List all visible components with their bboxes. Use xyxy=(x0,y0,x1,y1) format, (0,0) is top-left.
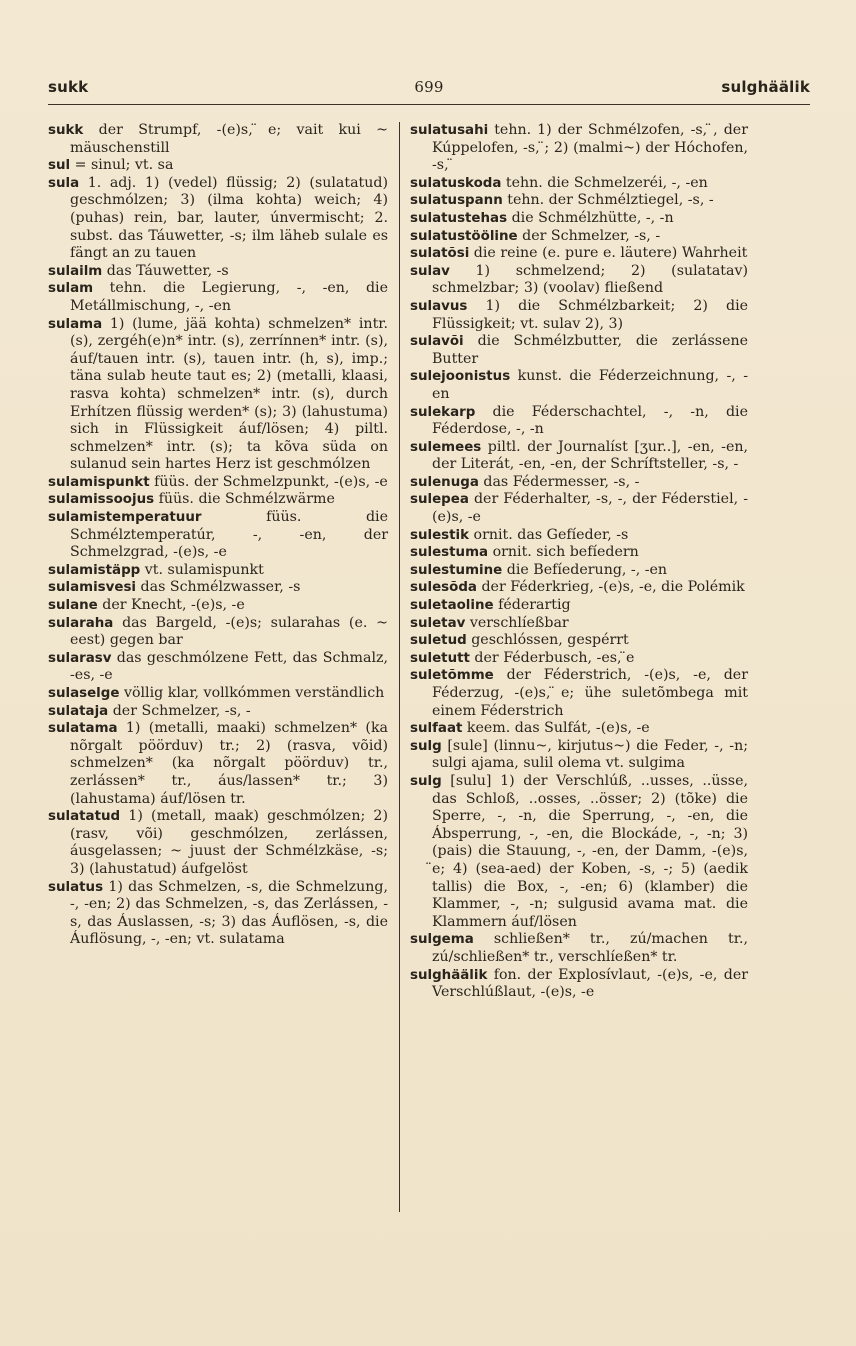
entry-definition: das Fédermesser, -s, - xyxy=(478,473,640,490)
dictionary-entry xyxy=(48,122,388,157)
entry-headword: sulamistemperatuur xyxy=(48,510,202,526)
dictionary-entry xyxy=(48,316,388,474)
entry-headword: sulailm xyxy=(48,263,103,279)
dictionary-entry xyxy=(410,667,748,720)
dictionary-entry xyxy=(410,931,748,966)
entry-definition: féderartig xyxy=(493,597,571,614)
dictionary-entry xyxy=(410,404,748,439)
entry-definition: der Féderbusch, -es, ̈e xyxy=(469,649,635,666)
entry-headword: suletõmme xyxy=(410,668,494,684)
left-column xyxy=(48,122,388,949)
dictionary-entry xyxy=(48,509,388,562)
dictionary-entry xyxy=(410,228,748,246)
entry-definition: die Befíederung, -, -en xyxy=(502,561,668,578)
entry-headword: sulamisvesi xyxy=(48,580,137,596)
dictionary-entry xyxy=(410,210,748,228)
entry-definition: das geschmólzene Fett, das Schmalz, -es, -e xyxy=(70,649,388,684)
entry-definition: tehn. die Legierung, -, -en, die Metállmischung, -, -en xyxy=(70,280,388,314)
entry-headword: suletutt xyxy=(410,650,470,666)
entry-definition: völlig klar, vollkómmen verständlich xyxy=(119,685,385,701)
entry-headword: suletud xyxy=(410,633,467,649)
entry-headword: sulatustööline xyxy=(410,228,518,244)
entry-headword: sulavus xyxy=(410,298,468,314)
entry-definition: tehn. 1) der Schmélzofen, -s, ̈, der Kúppelofen, -s, ̈; 2) (malmi~) der Hóchofen, -s, ̈ xyxy=(432,122,748,174)
entry-headword: sulatuspann xyxy=(410,193,503,209)
entry-definition: kunst. die Féderzeichnung, -, -en xyxy=(432,368,748,402)
entry-definition: verschlíeßbar xyxy=(465,614,569,631)
dictionary-entry xyxy=(48,175,388,263)
dictionary-entry xyxy=(410,368,748,403)
entry-headword: sulav xyxy=(410,263,450,279)
entry-definition: füüs. die Schmélztemperatúr, -, -en, der Schmelzgrad, -(e)s, -e xyxy=(70,509,388,561)
dictionary-entry xyxy=(410,544,748,562)
dictionary-entry xyxy=(410,650,748,668)
dictionary-entry xyxy=(410,527,748,545)
header-left-guideword: sukk xyxy=(48,78,89,96)
entry-definition: tehn. die Schmelzeréi, -, -en xyxy=(501,174,708,191)
entry-headword: sulaselge xyxy=(48,686,120,701)
dictionary-entry xyxy=(48,650,388,685)
entry-headword: sulemees xyxy=(410,439,482,455)
dictionary-entry xyxy=(48,263,388,281)
entry-definition: füüs. die Schmélzwärme xyxy=(154,491,335,508)
entry-headword: sulghäälik xyxy=(410,967,488,983)
dictionary-entry xyxy=(410,175,748,193)
entry-headword: sulekarp xyxy=(410,404,476,420)
dictionary-entry xyxy=(410,738,748,773)
entry-definition: [sule] (linnu~, kirjutus~) die Feder, -, -n; sulgi ajama, sulil olema vt. sulgima xyxy=(432,737,748,772)
header-rule xyxy=(48,104,810,105)
entry-headword: sulenuga xyxy=(410,474,479,490)
dictionary-entry xyxy=(410,122,748,175)
entry-definition: der Strumpf, -(e)s, ̈e; vait kui ~ mäuschenstill xyxy=(70,122,388,156)
dictionary-entry xyxy=(410,263,748,298)
entry-headword: sulatama xyxy=(48,721,118,737)
dictionary-entry xyxy=(48,474,388,492)
dictionary-entry xyxy=(410,632,748,650)
dictionary-entry xyxy=(48,720,388,808)
entry-definition: tehn. der Schmélztiegel, -s, - xyxy=(502,192,714,209)
entry-definition: der Féderstrich, -(e)s, -e, der Féderzug, -(e)s, ̈e; ühe suletõmbega mit einem Féderstrich xyxy=(432,667,748,719)
entry-headword: sulejoonistus xyxy=(410,369,511,385)
entry-headword: sulama xyxy=(48,316,103,332)
entry-headword: sularaha xyxy=(48,615,114,631)
entry-headword: sulatuskoda xyxy=(410,175,502,191)
entry-headword: sulg xyxy=(410,738,442,754)
entry-headword: suletaoline xyxy=(410,598,494,614)
entry-headword: sulamispunkt xyxy=(48,474,150,490)
entry-headword: sulatustehas xyxy=(410,210,508,226)
dictionary-entry xyxy=(48,579,388,597)
entry-headword: sulestumine xyxy=(410,562,503,578)
dictionary-entry xyxy=(410,720,748,738)
entry-headword: sulane xyxy=(48,598,98,614)
dictionary-entry xyxy=(48,562,388,580)
entry-headword: sulam xyxy=(48,281,94,297)
entry-definition: 1) (metalli, maaki) schmelzen* (ka nõrgalt pöörduv) tr.; 2) (rasva, võid) schmelzen* (ka nõrgalt pöörduv) tr., zerlássen* tr., áus/lassen* tr.; 3) (lahustama) áuf/lösen tr. xyxy=(70,720,388,807)
entry-definition: schließen* tr., zú/machen tr., zú/schließen* tr., verschlíeßen* tr. xyxy=(432,931,748,965)
dictionary-entry xyxy=(410,474,748,492)
entry-definition: fon. der Explosívlaut, -(e)s, -e, der Verschlúßlaut, -(e)s, -e xyxy=(432,966,748,1001)
entry-headword: sularasv xyxy=(48,650,112,666)
dictionary-entry xyxy=(48,491,388,509)
entry-definition: ornit. das Gefíeder, -s xyxy=(469,526,629,543)
dictionary-entry xyxy=(410,439,748,474)
entry-definition: 1) das Schmelzen, -s, die Schmelzung, -, -en; 2) das Schmelzen, -s, das Zerlássen, -s, das Áuslassen, -s; 3) das Áuflösen, -s, die Áuflösung, -, -en; vt. sulatama xyxy=(70,878,388,948)
entry-headword: sulatus xyxy=(48,879,104,895)
entry-definition: 1) schmelzend; 2) (sulatatav) schmelzbar; 3) (voolav) fließend xyxy=(432,262,748,297)
entry-definition: 1) (lume, jää kohta) schmelzen* intr. (s), zergéh(e)n* intr. (s), zerrínnen* intr. (s), áuf/tauen intr. (s), tauen intr. (h, s), imp.; täna sulab heute taut es; 2) (metalli, klaasi, rasva kohta) schmelzen* intr. (s), durch Erhítzen flüssig werden* (s); 3) (lahustuma) sich in Flüssigkeit áuf/lösen; 4) piltl. schmelzen* intr. (s); ta kõva süda on sulanud sein hartes Herz ist geschmólzen xyxy=(70,315,388,473)
entry-headword: sula xyxy=(48,175,80,191)
dictionary-entry xyxy=(48,280,388,315)
entry-definition: geschlóssen, gespérrt xyxy=(466,632,629,649)
entry-headword: sulestuma xyxy=(410,545,489,561)
entry-definition: 1) die Schmélzbarkeit; 2) die Flüssigkeit; vt. sulav 2), 3) xyxy=(432,297,748,332)
column-divider xyxy=(399,122,400,1212)
entry-definition: füüs. der Schmelzpunkt, -(e)s, -e xyxy=(149,473,388,490)
dictionary-entry xyxy=(410,597,748,615)
dictionary-entry xyxy=(410,245,748,263)
dictionary-entry xyxy=(410,192,748,210)
right-column xyxy=(410,122,748,1002)
dictionary-entry xyxy=(410,333,748,368)
page-number: 699 xyxy=(414,78,444,96)
dictionary-entry xyxy=(410,615,748,633)
header-right-guideword: sulghäälik xyxy=(721,78,810,96)
entry-definition: die Schmélzbutter, die zerlássene Butter xyxy=(432,333,748,367)
dictionary-entry xyxy=(48,879,388,949)
dictionary-entry xyxy=(48,157,388,175)
entry-definition: der Schmelzer, -s, - xyxy=(517,227,661,244)
entry-headword: sulepea xyxy=(410,492,469,508)
dictionary-entry xyxy=(48,597,388,615)
entry-headword: sulatusahi xyxy=(410,123,489,138)
entry-definition: der Knecht, -(e)s, -e xyxy=(97,597,245,614)
entry-headword: sulfaat xyxy=(410,721,463,737)
entry-definition: die Schmélzhütte, -, -n xyxy=(507,209,674,226)
dictionary-entry xyxy=(410,773,748,931)
dictionary-entry xyxy=(410,562,748,580)
entry-headword: sulesõda xyxy=(410,580,477,596)
entry-definition: der Féderhalter, -s, -, der Féderstiel, -(e)s, -e xyxy=(432,491,748,526)
dictionary-entry xyxy=(410,967,748,1002)
entry-definition: der Féderkrieg, -(e)s, -e, die Polémik xyxy=(476,579,745,596)
entry-definition: der Schmelzer, -s, - xyxy=(108,702,251,719)
dictionary-entry xyxy=(48,808,388,878)
dictionary-entry xyxy=(410,491,748,526)
entry-headword: sulavõi xyxy=(410,334,464,350)
dictionary-entry xyxy=(48,703,388,721)
entry-definition: = sinul; vt. sa xyxy=(70,157,174,174)
entry-definition: das Schmélzwasser, -s xyxy=(136,579,301,596)
entry-headword: suletav xyxy=(410,615,466,631)
entry-definition: das Táuwetter, -s xyxy=(102,262,229,279)
dictionary-entry xyxy=(48,615,388,650)
entry-definition: das Bargeld, -(e)s; sularahas (e. ~ eest) gegen bar xyxy=(70,614,388,649)
dictionary-entry xyxy=(410,579,748,597)
entry-headword: sulamissoojus xyxy=(48,492,155,508)
entry-definition: 1) (metall, maak) geschmólzen; 2) (rasv, või) geschmólzen, zerlássen, áusgelassen; ~ juust der Schmélzkäse, -s; 3) (lahustatud) áufgelöst xyxy=(70,808,388,877)
entry-definition: die Féderschachtel, -, -n, die Féderdose, -, -n xyxy=(432,403,748,438)
entry-definition: keem. das Sulfát, -(e)s, -e xyxy=(462,720,650,737)
entry-definition: piltl. der Journalíst [ʒur..], -en, -en, der Literát, -en, -en, der Schríftsteller, -s, - xyxy=(432,438,748,473)
dictionary-entry xyxy=(48,685,388,703)
entry-headword: sulgema xyxy=(410,932,474,948)
entry-definition: vt. sulamispunkt xyxy=(140,561,264,578)
entry-headword: sulataja xyxy=(48,703,109,719)
entry-headword: sulatatud xyxy=(48,809,121,825)
entry-headword: sulatõsi xyxy=(410,246,470,262)
entry-headword: sul xyxy=(48,158,71,174)
entry-definition: 1. adj. 1) (vedel) flüssig; 2) (sulatatud) geschmólzen; 3) (ilma kohta) weich; 4) (puhas) rein, bar, lauter, únvermischt; 2. subst. das Táuwetter, -s; ilm läheb sulale es fängt an zu tauen xyxy=(70,174,388,262)
page-header xyxy=(48,78,810,104)
entry-headword: sukk xyxy=(48,123,84,138)
entry-headword: sulg xyxy=(410,773,442,789)
entry-headword: sulamistäpp xyxy=(48,562,141,578)
entry-headword: sulestik xyxy=(410,527,470,543)
entry-definition: ornit. sich befíedern xyxy=(488,544,639,561)
entry-definition: die reine (e. pure e. läutere) Wahrheit xyxy=(469,245,748,262)
entry-definition: [sulu] 1) der Verschlúß, ..usses, ..üsse, das Schloß, ..osses, ..össer; 2) (tõke) die Sperre, -, -n, die Sperrung, -, -en, die Ábsperrung, -, -en, die Blockáde, -, -n; 3) (pais) die Stauung, -, -en, der Damm, -(e)s, ̈e; 4) (sea-aed) der Koben, -s, -; 5) (aedik tallis) die Box, -, -en; 6) (klamber) die Klammer, -, -n; sulgusid avama mat. die Klammern áuf/lösen xyxy=(432,772,748,930)
dictionary-entry xyxy=(410,298,748,333)
